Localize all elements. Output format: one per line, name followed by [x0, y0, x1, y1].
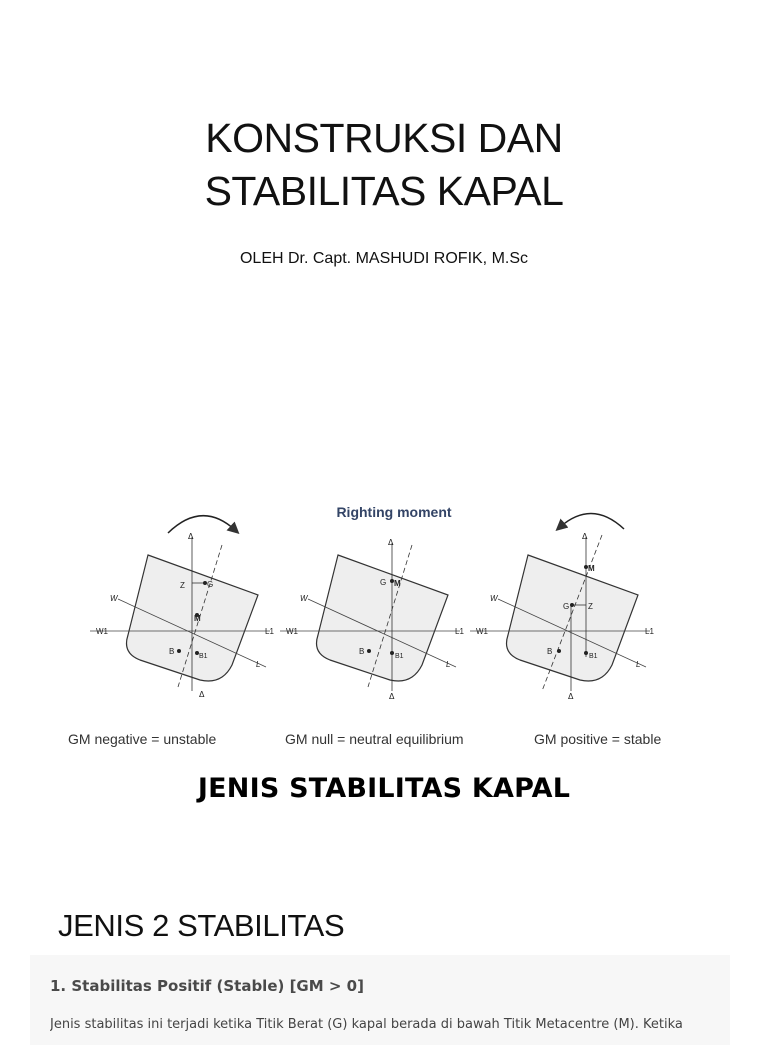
p1-delta-top: Δ: [188, 532, 194, 541]
title-line-1: KONSTRUKSI DAN: [205, 115, 563, 161]
p2-delta-top: Δ: [388, 538, 394, 547]
p1-label-m: M: [194, 614, 201, 623]
p1-label-z: Z: [180, 581, 185, 590]
p1-waterline-right: L1: [265, 627, 274, 636]
p3-waterline-left: W1: [476, 627, 488, 636]
section-title: JENIS 2 STABILITAS: [58, 908, 345, 943]
p2-label-b1: B1: [395, 653, 404, 660]
hull-3: [507, 555, 639, 681]
p2-waterline-right: L1: [455, 627, 464, 636]
p2-label-g: G: [380, 578, 387, 587]
document-title: [0, 112, 768, 218]
p2-delta-bottom: Δ: [389, 692, 395, 701]
hull-2: [317, 555, 449, 681]
p3-label-b1: B1: [589, 653, 598, 660]
p2-l-label: L: [446, 660, 451, 669]
arc-arrow-1: [168, 516, 235, 533]
p2-label-m: M: [394, 579, 401, 588]
p3-waterline-right: L1: [645, 627, 654, 636]
panel-unstable: [68, 516, 274, 747]
panel-neutral: [280, 538, 464, 747]
p3-label-g: G: [563, 602, 570, 611]
card-text: Jenis stabilitas ini terjadi ketika Titik Berat (G) kapal berada di bawah Titik Metacentre (M). Ketika: [50, 1017, 683, 1032]
p3-delta-bottom: Δ: [568, 692, 574, 701]
author-line: OLEH Dr. Capt. MASHUDI ROFIK, M.Sc: [239, 250, 529, 267]
p1-w-label: W: [110, 594, 118, 603]
p2-waterline-left: W1: [286, 627, 298, 636]
p1-label-b1: B1: [199, 653, 208, 660]
figure-title: JENIS STABILITAS KAPAL: [197, 773, 571, 804]
figure-heading: Righting moment: [336, 504, 452, 520]
p3-w-label: W: [490, 594, 498, 603]
p1-waterline-left: W1: [96, 627, 108, 636]
p2-label-b: B: [359, 647, 365, 656]
title-line-2: STABILITAS KAPAL: [204, 168, 564, 214]
arc-arrow-3: [560, 513, 624, 529]
content-card: [30, 955, 730, 1045]
p2-w-label: W: [300, 594, 308, 603]
p3-label-z: Z: [588, 602, 593, 611]
card-title: 1. Stabilitas Positif (Stable) [GM > 0]: [50, 977, 364, 995]
p3-l-label: L: [636, 660, 641, 669]
p1-delta-bottom: Δ: [199, 690, 205, 699]
panel-stable: [470, 513, 661, 747]
p3-delta-top: Δ: [582, 532, 588, 541]
p1-label-b: B: [169, 647, 175, 656]
p2-caption: GM null = neutral equilibrium: [285, 731, 464, 747]
p3-caption: GM positive = stable: [534, 731, 662, 747]
p1-caption: GM negative = unstable: [68, 731, 217, 747]
p3-label-m: M: [588, 564, 595, 573]
p1-l-label: L: [256, 660, 261, 669]
p3-label-b: B: [547, 647, 553, 656]
stability-diagram: [60, 495, 710, 755]
p1-label-g: G: [207, 580, 214, 589]
